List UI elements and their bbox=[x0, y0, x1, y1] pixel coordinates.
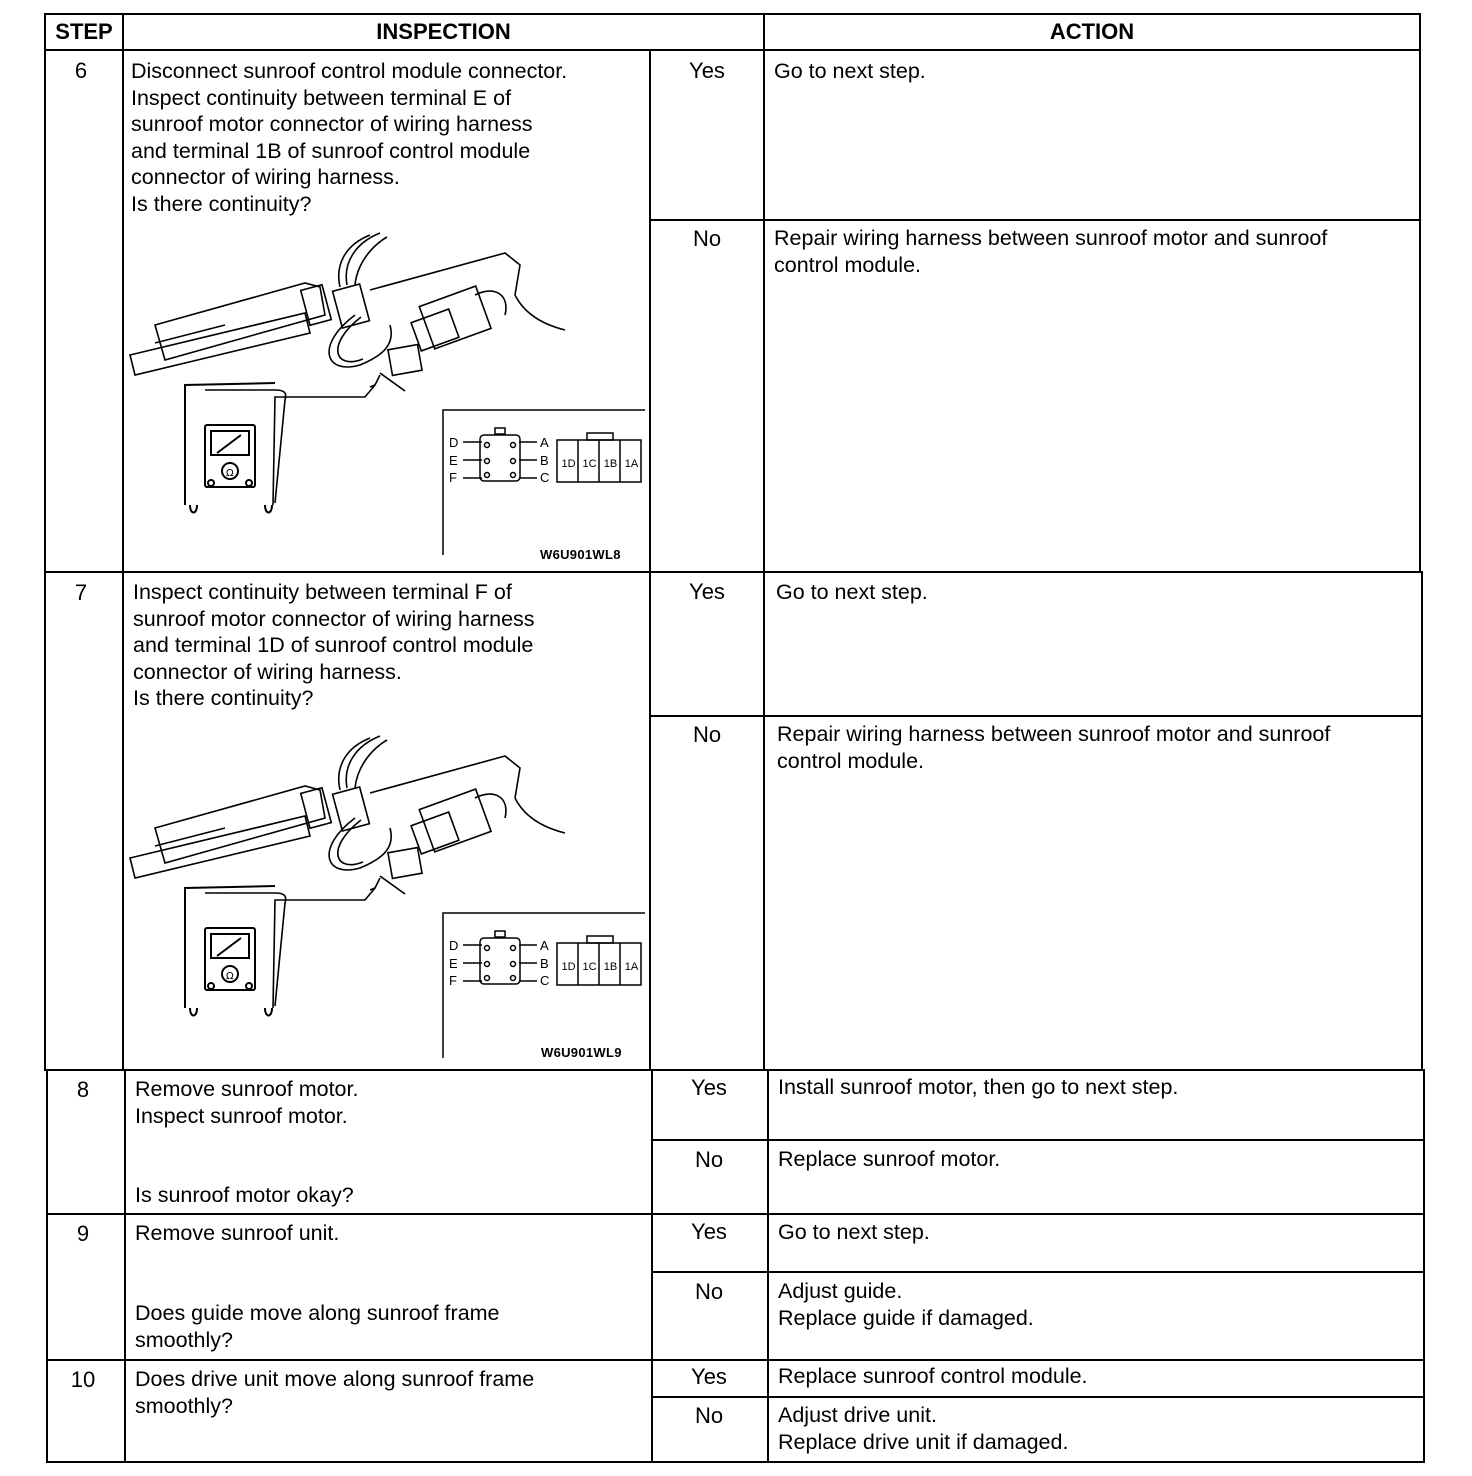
terminal-label: E bbox=[449, 955, 458, 971]
yes-action-text: Go to next step. bbox=[778, 1220, 930, 1244]
yes-action-text: Go to next step. bbox=[776, 580, 928, 604]
terminal-label: 1C bbox=[582, 458, 597, 470]
terminal-label: 1A bbox=[624, 458, 639, 470]
no-label: No bbox=[694, 1279, 724, 1304]
terminal-label: 1C bbox=[582, 961, 597, 973]
harness-illustration bbox=[130, 736, 565, 1008]
yes-action-text: Replace sunroof control module. bbox=[778, 1364, 1088, 1388]
figure-code: W6U901WL9 bbox=[541, 1045, 622, 1060]
yes-label: Yes bbox=[691, 1219, 727, 1244]
no-label-cell bbox=[649, 219, 765, 573]
inspection-text: Disconnect sunroof control module connector. Inspect continuity between terminal E of sunroof motor connector of wiring harness and terminal 1B of sunroof control module connector of wiring harness. Is there continuity? bbox=[131, 59, 568, 216]
header-inspection: INSPECTION bbox=[122, 13, 765, 51]
no-action-text: Repair wiring harness between sunroof motor and sunroof control module. bbox=[774, 226, 1328, 277]
no-label: No bbox=[692, 226, 722, 251]
no-action-text: Replace sunroof motor. bbox=[778, 1147, 1001, 1171]
step-number: 10 bbox=[70, 1367, 96, 1392]
continuity-test-diagram bbox=[125, 225, 645, 570]
yes-label: Yes bbox=[691, 1075, 727, 1100]
terminal-label: F bbox=[449, 470, 457, 485]
motor-terminal-labels-left bbox=[449, 937, 458, 990]
step-cell bbox=[44, 571, 124, 1071]
svg-text:Ω: Ω bbox=[226, 971, 234, 982]
multimeter-icon bbox=[185, 886, 275, 1016]
terminal-label: D bbox=[449, 435, 459, 450]
no-label-cell bbox=[649, 715, 765, 1071]
terminal-label: 1D bbox=[561, 961, 576, 973]
terminal-label: F bbox=[449, 973, 457, 988]
no-label: No bbox=[692, 722, 722, 747]
terminal-label: C bbox=[540, 470, 550, 485]
motor-terminal-labels-right bbox=[540, 937, 549, 990]
inspection-text: Remove sunroof motor. Inspect sunroof motor. bbox=[135, 1077, 359, 1128]
figure-code: W6U901WL8 bbox=[540, 547, 621, 562]
step-cell bbox=[44, 49, 124, 573]
terminal-label: B bbox=[540, 452, 549, 468]
inspection-text: Remove sunroof unit. bbox=[135, 1221, 340, 1245]
inspection-question: Is sunroof motor okay? bbox=[135, 1183, 354, 1207]
yes-action-text: Go to next step. bbox=[774, 59, 926, 83]
terminal-label: 1B bbox=[603, 458, 618, 470]
continuity-test-diagram bbox=[125, 728, 645, 1073]
header-step: STEP bbox=[44, 13, 124, 51]
terminal-label: A bbox=[540, 435, 549, 450]
terminal-label: 1D bbox=[561, 458, 576, 470]
terminal-label: C bbox=[540, 973, 550, 988]
inspection-question: Does guide move along sunroof frame smoothly? bbox=[135, 1301, 500, 1352]
step-number: 8 bbox=[76, 1077, 90, 1102]
harness-illustration bbox=[130, 233, 565, 505]
motor-terminal-labels-right bbox=[540, 434, 549, 487]
terminal-label: 1A bbox=[624, 961, 639, 973]
inspection-text: Does drive unit move along sunroof frame smoothly? bbox=[135, 1367, 535, 1418]
yes-action-text: Install sunroof motor, then go to next step. bbox=[778, 1075, 1179, 1099]
motor-terminal-labels-left bbox=[449, 434, 458, 487]
header-action: ACTION bbox=[763, 13, 1421, 51]
step-number: 7 bbox=[74, 580, 88, 605]
terminal-label: 1B bbox=[603, 961, 618, 973]
no-action-text: Repair wiring harness between sunroof motor and sunroof control module. bbox=[777, 722, 1331, 773]
terminal-label: B bbox=[540, 955, 549, 971]
module-terminal-labels bbox=[558, 458, 642, 470]
multimeter-icon bbox=[185, 383, 275, 513]
no-label: No bbox=[694, 1403, 724, 1428]
inspection-text: Inspect continuity between terminal F of sunroof motor connector of wiring harness and terminal 1D of sunroof control module connector of wiring harness. Is there continuity? bbox=[133, 580, 535, 710]
step-number: 6 bbox=[74, 58, 88, 83]
no-action-text: Adjust drive unit. Replace drive unit if damaged. bbox=[778, 1403, 1069, 1454]
module-terminal-labels bbox=[558, 961, 642, 973]
terminal-label: E bbox=[449, 452, 458, 468]
terminal-label: D bbox=[449, 938, 459, 953]
yes-label: Yes bbox=[691, 1364, 727, 1389]
svg-text:Ω: Ω bbox=[226, 468, 234, 479]
no-label: No bbox=[694, 1147, 724, 1172]
no-action-text: Adjust guide. Replace guide if damaged. bbox=[778, 1279, 1034, 1330]
yes-label: Yes bbox=[689, 58, 725, 83]
terminal-label: A bbox=[540, 938, 549, 953]
yes-label: Yes bbox=[689, 579, 725, 604]
step-number: 9 bbox=[76, 1221, 90, 1246]
